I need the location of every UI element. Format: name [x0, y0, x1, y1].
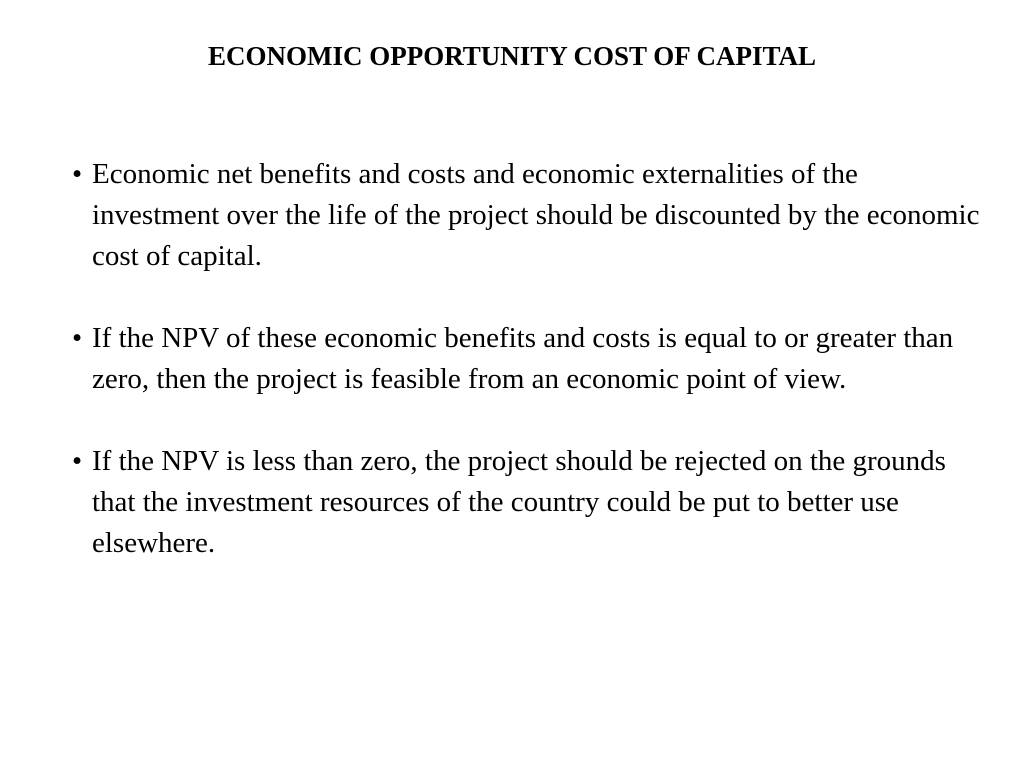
bullet-icon: • — [72, 322, 83, 354]
bullet-item-npv-feasible — [72, 318, 992, 400]
slide-title: ECONOMIC OPPORTUNITY COST OF CAPITAL — [207, 41, 817, 71]
bullet-text: If the NPV of these economic benefits and costs is equal to or greater than zero, then the project is feasible from an economic point of view. — [92, 322, 954, 395]
bullet-icon: • — [72, 445, 83, 477]
bullet-text: Economic net benefits and costs and economic externalities of the investment over the life of the project should be discounted by the economic cost of capital. — [92, 158, 980, 272]
bullet-text: If the NPV is less than zero, the project should be rejected on the grounds that the investment resources of the country could be put to better use elsewhere. — [92, 445, 946, 559]
bullet-list — [72, 154, 992, 564]
bullet-icon: • — [72, 158, 83, 190]
bullet-item-npv-rejected — [72, 441, 992, 564]
bullet-item-discounting — [72, 154, 992, 277]
